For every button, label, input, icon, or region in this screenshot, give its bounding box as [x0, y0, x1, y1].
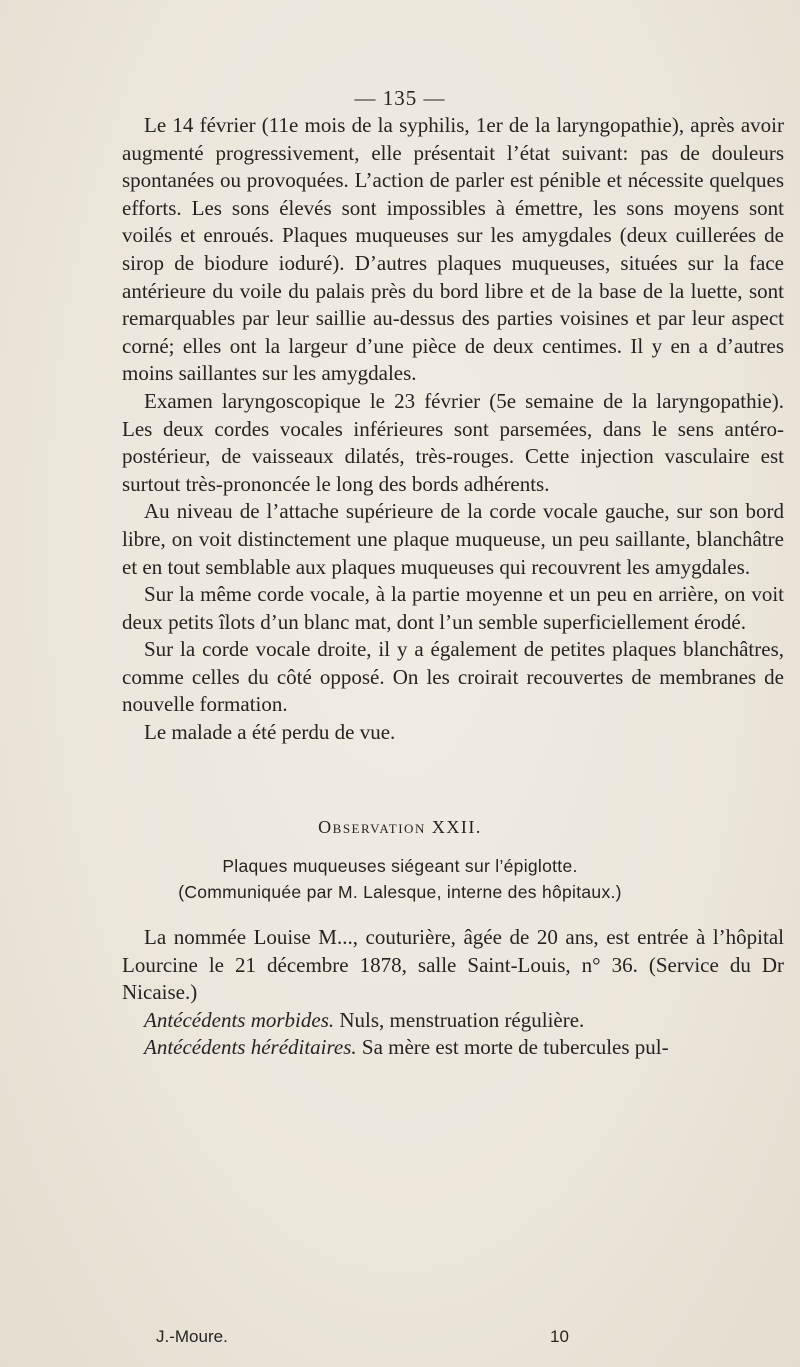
paragraph-antecedents-hereditaires: [122, 1034, 784, 1062]
paragraph: La nommée Louise M..., couturière, âgée de 20 ans, est entrée à l’hôpital Lourcine le 21 décembre 1878, salle Saint-Louis, n° 36. (Service du Dr Nicaise.): [122, 925, 784, 1005]
section-label: Antécédents morbides.: [144, 1007, 335, 1032]
body-text-bottom: [122, 924, 784, 1062]
paragraph: Le 14 février (11e mois de la syphilis, 1er de la laryngopathie), après avoir augmenté progressivement, elle présentait l’état suivant: pas de douleurs spontanées ou provoquées. L’action de parler est pénible et nécessite quelques efforts. Les sons élevés sont impossibles à émettre, les sons moyens sont voilés et enroués. Plaques muqueuses sur les amygdales (deux cuillerées de sirop de biodure ioduré). D’autres plaques muqueuses, situées sur la face antérieure du voile du palais près du bord libre et de la base de la luette, sont remarquables par leur saillie au-dessus des parties voisines et par leur aspect corné; elles ont la largeur d’une pièce de deux centimes. Il y en a d’autres moins saillantes sur les amygdales.: [122, 113, 784, 386]
paragraph: Sur la corde vocale droite, il y a également de petites plaques blanchâtres, comme celles du côté opposé. On les croirait recouvertes de membranes de nouvelle formation.: [122, 637, 784, 717]
body-text-top: [122, 112, 784, 747]
section-label: Antécédents héréditaires.: [144, 1035, 357, 1060]
observation-attribution: (Communiquée par M. Lalesque, interne des hôpitaux.): [178, 882, 622, 902]
paragraph: Sur la même corde vocale, à la partie moyenne et un peu en arrière, on voit deux petits îlots d’un blanc mat, dont l’un semble superficiellement érodé.: [122, 582, 784, 634]
footer-signature: 10: [550, 1327, 569, 1346]
observation-title: Observation XXII.: [318, 817, 482, 837]
paragraph: Examen laryngoscopique le 23 février (5e semaine de la laryngopathie). Les deux cordes vocales inférieures sont parsemées, dans le sens antéro-postérieur, de vaisseaux dilatés, très-rouges. Cette injection vasculaire est surtout très-prononcée le long des bords adhérents.: [122, 388, 784, 496]
observation-subtitle: Plaques muqueuses siégeant sur l’épiglotte.: [222, 856, 578, 876]
section-text: Sa mère est morte de tubercules pul-: [356, 1035, 669, 1060]
paragraph: Le malade a été perdu de vue.: [144, 720, 396, 745]
section-text: Nuls, menstruation régulière.: [334, 1007, 585, 1032]
paragraph-antecedents-morbides: [122, 1007, 784, 1035]
footer-author: J.-Moure.: [156, 1327, 228, 1346]
paragraph: Au niveau de l’attache supérieure de la corde vocale gauche, sur son bord libre, on voit distinctement une plaque muqueuse, un peu saillante, blanchâtre et en tout semblable aux plaques muqueuses qui recouvrent les amygdales.: [122, 499, 784, 579]
page-number: — 135 —: [354, 86, 446, 110]
